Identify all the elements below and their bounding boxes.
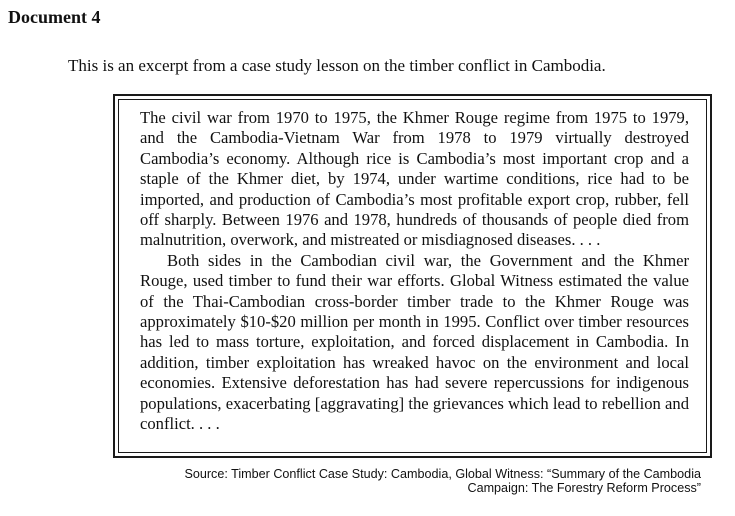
excerpt-inner-frame xyxy=(118,99,707,453)
source-citation xyxy=(81,467,701,495)
document-intro: This is an excerpt from a case study lesson on the timber conflict in Cambodia. xyxy=(68,56,606,75)
excerpt-paragraph-2: Both sides in the Cambodian civil war, the Government and the Khmer Rouge, used timber to fund their war efforts. Global Witness estimated the value of the Thai-Cambodian cross-border timber trade to the Khmer Rouge was approximately $10-$20 million per month in 1995. Conflict over timber resources has led to mass torture, exploitation, and forced displacement in Cambodia. In addition, timber exploitation has wreaked havoc on the environment and local economies. Extensive deforestation has had severe repercussions for indigenous populations, exacerbating [aggravating] the grievances which lead to rebellion and conflict. . . . xyxy=(140,250,689,434)
source-citation-line-2: Campaign: The Forestry Reform Process” xyxy=(467,481,701,495)
source-citation-line-1: Source: Timber Conflict Case Study: Cambodia, Global Witness: “Summary of the Cambodia xyxy=(184,467,701,481)
excerpt-frame xyxy=(113,94,712,458)
excerpt-passage xyxy=(140,108,689,435)
excerpt-paragraph-1: The civil war from 1970 to 1975, the Khmer Rouge regime from 1975 to 1979, and the Cambodia-Vietnam War from 1978 to 1979 virtually destroyed Cambodia’s economy. Although rice is Cambodia’s most important crop and a staple of the Khmer diet, by 1974, under wartime conditions, rice had to be imported, and production of Cambodia’s most profitable export crop, rubber, fell off sharply. Between 1976 and 1978, hundreds of thousands of people died from malnutrition, overwork, and mistreated or misdiagnosed diseases. . . . xyxy=(140,108,689,250)
document-heading: Document 4 xyxy=(8,7,101,27)
